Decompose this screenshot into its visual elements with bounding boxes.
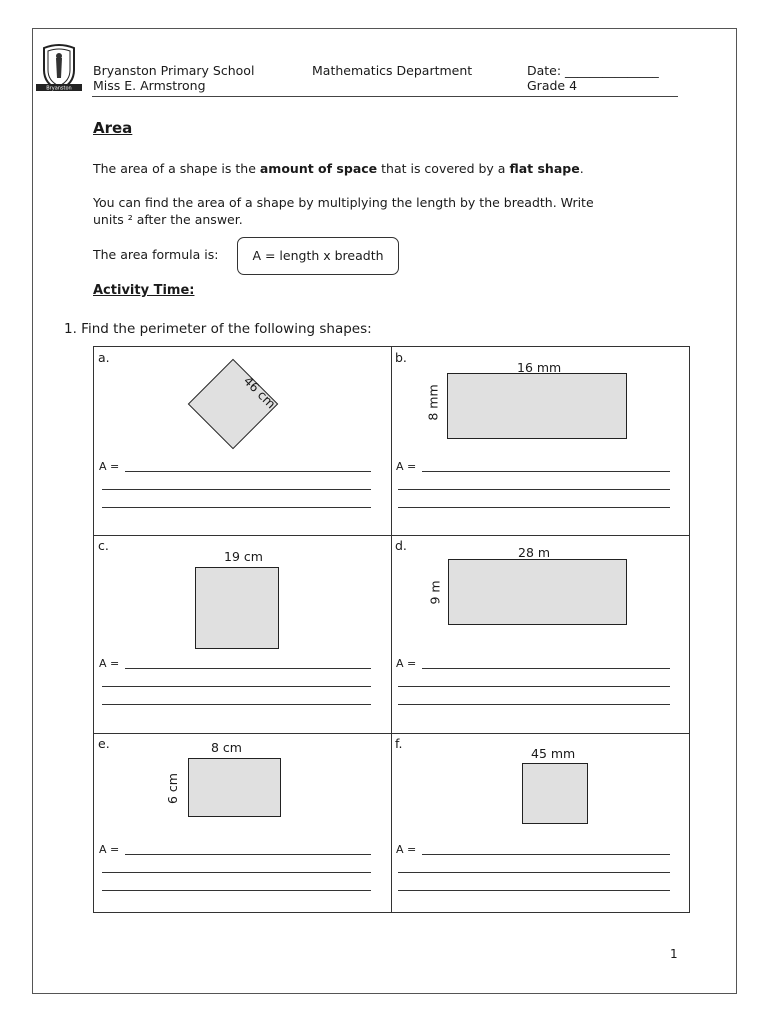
definition-text: The area of a shape is the bbox=[93, 161, 260, 176]
svg-text:Bryanston: Bryanston bbox=[46, 85, 72, 92]
answer-prefix: A = bbox=[99, 843, 120, 856]
answer-line[interactable] bbox=[398, 686, 670, 687]
question-1: 1. Find the perimeter of the following shapes: bbox=[64, 321, 372, 337]
length-label: 16 mm bbox=[517, 360, 562, 375]
header-rule bbox=[92, 96, 678, 97]
answer-prefix: A = bbox=[99, 460, 120, 473]
answer-line[interactable] bbox=[398, 890, 670, 891]
date-field: Date: _______________ bbox=[527, 63, 659, 78]
method-line-1: You can find the area of a shape by multiplying the length by the breadth. Write bbox=[93, 195, 594, 210]
activity-title: Activity Time: bbox=[93, 283, 195, 298]
answer-line[interactable] bbox=[398, 489, 670, 490]
dimension-label: 46 cm bbox=[240, 373, 279, 412]
formula-box: A = length x breadth bbox=[237, 237, 399, 275]
breadth-label: 9 m bbox=[427, 580, 443, 605]
definition-period: . bbox=[579, 161, 584, 176]
definition-paragraph bbox=[93, 161, 584, 177]
answer-line[interactable] bbox=[102, 704, 371, 705]
answer-line[interactable] bbox=[102, 890, 371, 891]
answer-prefix: A = bbox=[396, 657, 417, 670]
answer-line[interactable] bbox=[102, 872, 371, 873]
cell-label: b. bbox=[395, 350, 407, 365]
cell-b bbox=[391, 347, 689, 535]
side-label: 45 mm bbox=[531, 746, 576, 761]
page-title: Area bbox=[93, 119, 133, 137]
answer-line[interactable] bbox=[398, 704, 670, 705]
side-label: 19 cm bbox=[224, 549, 263, 564]
answer-line[interactable] bbox=[102, 507, 371, 508]
department-name: Mathematics Department bbox=[312, 63, 473, 78]
definition-bold-1: amount of space bbox=[259, 161, 378, 176]
answer-line[interactable] bbox=[125, 668, 371, 669]
answer-prefix: A = bbox=[99, 657, 120, 670]
rectangle-shape bbox=[447, 373, 627, 439]
square-shape bbox=[195, 567, 279, 649]
definition-bold-2: flat shape bbox=[509, 161, 580, 176]
grade-label: Grade 4 bbox=[527, 78, 578, 93]
answer-line[interactable] bbox=[102, 686, 371, 687]
length-label: 8 cm bbox=[211, 740, 242, 755]
answer-line[interactable] bbox=[422, 668, 670, 669]
length-label: 28 m bbox=[518, 545, 551, 560]
cell-label: d. bbox=[395, 538, 407, 553]
teacher-name: Miss E. Armstrong bbox=[93, 78, 206, 93]
breadth-label: 8 mm bbox=[425, 384, 441, 421]
cell-label: a. bbox=[98, 350, 110, 365]
answer-line[interactable] bbox=[398, 872, 670, 873]
answer-line[interactable] bbox=[125, 854, 371, 855]
cell-d bbox=[391, 535, 689, 733]
answer-line[interactable] bbox=[102, 489, 371, 490]
answer-line[interactable] bbox=[398, 507, 670, 508]
cell-f bbox=[391, 733, 689, 913]
cell-a bbox=[94, 347, 391, 535]
school-name: Bryanston Primary School bbox=[93, 63, 255, 78]
page-number: 1 bbox=[670, 947, 678, 961]
rectangle-shape bbox=[188, 758, 281, 817]
breadth-label: 6 cm bbox=[164, 773, 180, 804]
answer-line[interactable] bbox=[422, 471, 670, 472]
square-shape bbox=[522, 763, 588, 824]
cell-c bbox=[94, 535, 391, 733]
answer-line[interactable] bbox=[422, 854, 670, 855]
cell-e bbox=[94, 733, 391, 913]
method-line-2: units ² after the answer. bbox=[93, 212, 243, 227]
cell-label: f. bbox=[395, 736, 403, 751]
cell-label: c. bbox=[98, 538, 109, 553]
shapes-grid bbox=[93, 346, 690, 913]
formula-label: The area formula is: bbox=[93, 247, 219, 262]
answer-prefix: A = bbox=[396, 460, 417, 473]
answer-prefix: A = bbox=[396, 843, 417, 856]
rectangle-shape bbox=[448, 559, 627, 625]
cell-label: e. bbox=[98, 736, 110, 751]
school-crest-logo bbox=[34, 42, 84, 98]
definition-text-2: that is covered by a bbox=[377, 161, 510, 176]
answer-line[interactable] bbox=[125, 471, 371, 472]
